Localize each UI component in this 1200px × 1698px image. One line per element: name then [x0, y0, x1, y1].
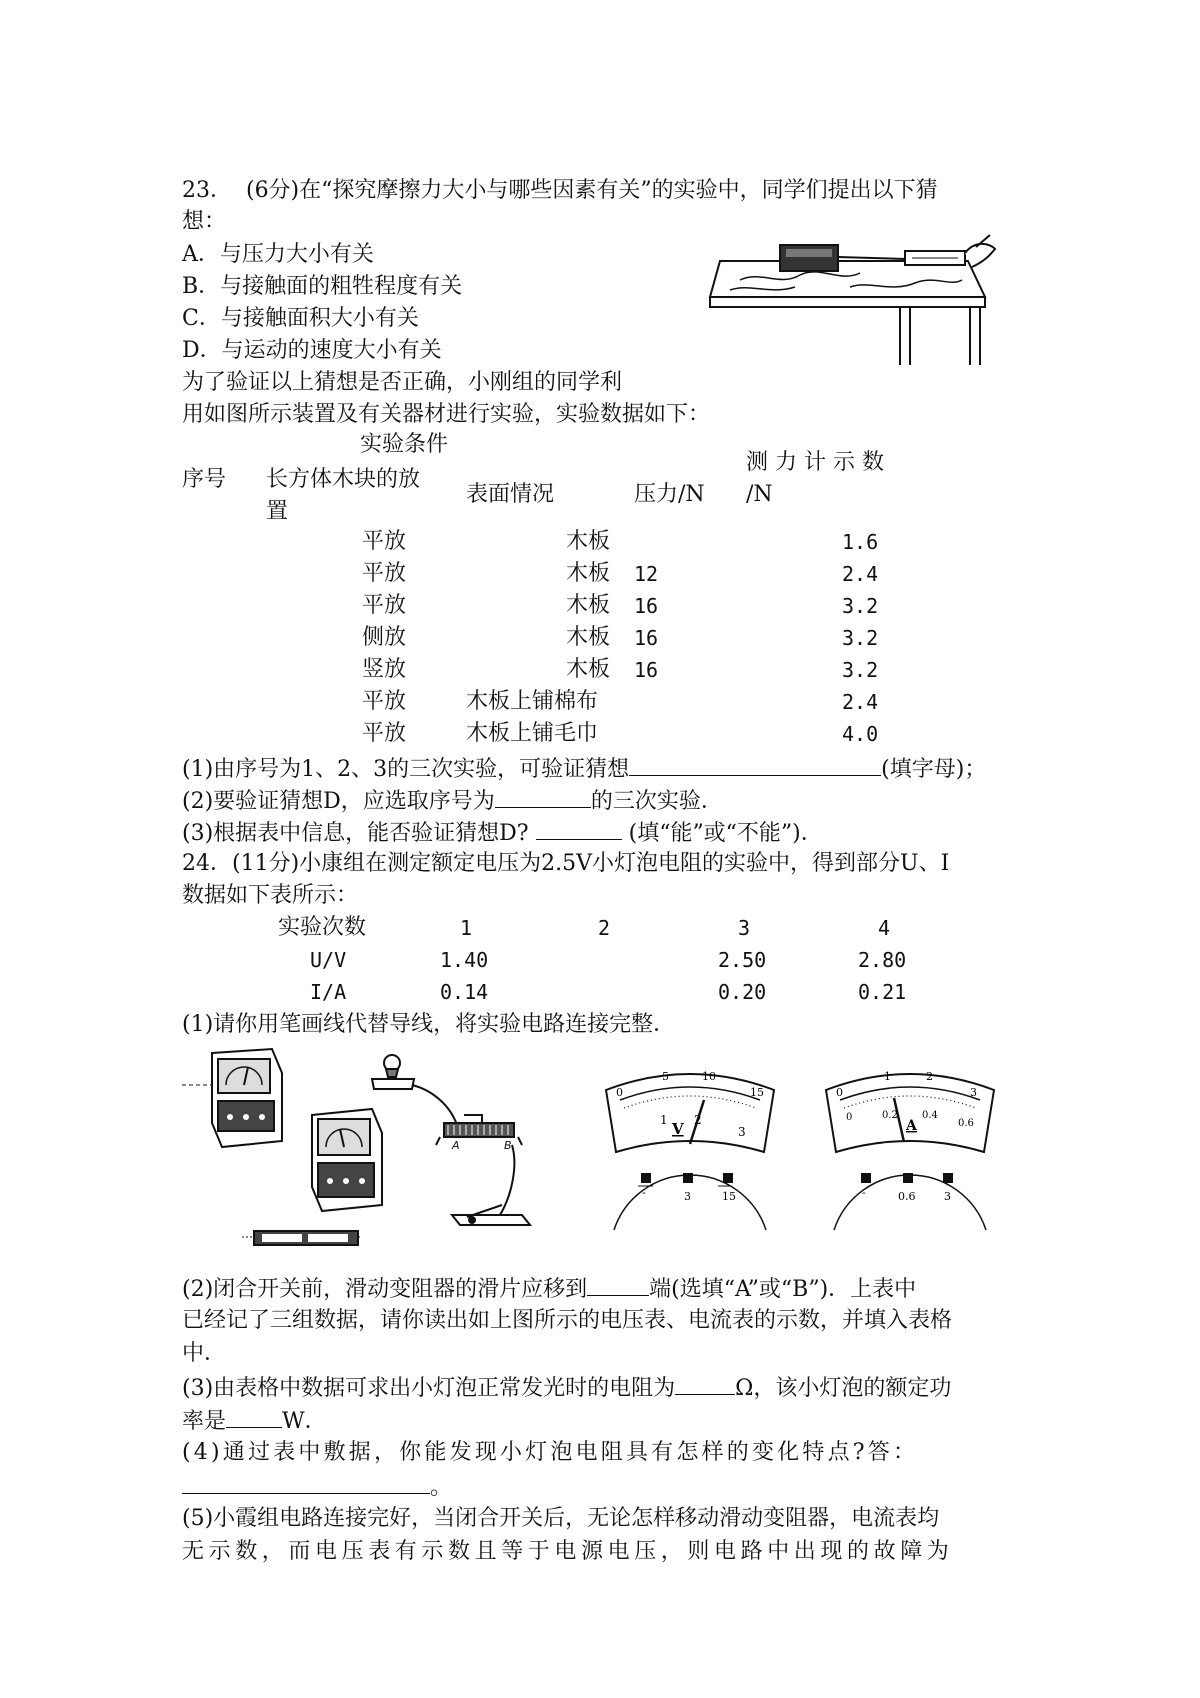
q23-col-reading-1: 测力计示数	[746, 450, 892, 475]
q23-option-c: C．与接触面积大小有关	[182, 306, 419, 331]
q24-trial-4: 4	[878, 916, 891, 940]
q23-col-force: 压力/N	[634, 482, 705, 507]
q24-sub1: (1)请你用笔画线代替导线，将实验电路连接完整．	[182, 1012, 676, 1037]
ammeter-bottom-0.2: 0.2	[882, 1110, 898, 1121]
voltmeter-top-0: 0	[616, 1086, 623, 1099]
q23-sub1-blank[interactable]	[629, 753, 881, 776]
row-force: 16	[634, 626, 659, 650]
row-place: 平放	[362, 721, 407, 746]
rheostat-label-a: A	[452, 1139, 460, 1152]
q24-row-label-voltage: U/V	[310, 948, 347, 972]
row-place: 平放	[362, 529, 407, 554]
voltmeter-top-5: 5	[662, 1070, 669, 1083]
voltmeter-bottom-2: 2	[694, 1113, 702, 1127]
row-place: 平放	[362, 689, 407, 714]
q24-sub3	[182, 1372, 951, 1404]
circuit-components-figure	[182, 1045, 582, 1260]
q24-sub3-text: (3)由表格中数据可求出小灯泡正常发光时的电阻为	[182, 1376, 676, 1401]
row-reading: 2.4	[842, 690, 879, 714]
q23-sub2-suffix: 的三次实验．	[590, 789, 723, 814]
q23-intro-1: 为了验证以上猜想是否正确，小刚组的同学利	[182, 370, 623, 395]
q24-sub2	[182, 1273, 916, 1305]
row-surface: 木板	[566, 593, 611, 618]
voltmeter-dial-figure	[598, 1060, 782, 1240]
q24-sub4-suffix: 。	[430, 1475, 453, 1500]
row-surface: 木板	[566, 657, 611, 682]
q23-header: 23． (6分)在“探究摩擦力大小与哪些因素有关”的实验中，同学们提出以下猜	[182, 178, 938, 203]
q24-sub3-mid: Ω，该小灯泡的额定功	[735, 1376, 952, 1401]
battery-pack-icon	[242, 1231, 362, 1245]
q24-sub5: (5)小霞组电路连接完好，当闭合开关后，无论怎样移动滑动变阻器，电流表均	[182, 1506, 940, 1531]
row-place: 平放	[362, 593, 407, 618]
q23-sub2	[182, 785, 723, 817]
q23-col-place-1: 长方体木块的放	[266, 467, 421, 492]
ammeter-terminal-3: 3	[944, 1190, 951, 1203]
row-surface: 木板	[566, 529, 611, 554]
ammeter-terminal-neg: -	[862, 1186, 866, 1199]
q24-sub2-line3: 中．	[182, 1341, 227, 1366]
q24-trial-3: 3	[738, 916, 751, 940]
row-place: 竖放	[362, 657, 407, 682]
ammeter-terminal-0.6: 0.6	[898, 1190, 916, 1203]
voltmeter-bottom-3: 3	[738, 1125, 746, 1139]
q24-sub2-suffix: 端(选填“A”或“B”)．上表中	[649, 1277, 917, 1302]
ammeter-box-icon	[212, 1049, 282, 1147]
voltmeter-terminal-3: 3	[684, 1190, 691, 1203]
q23-col-place-2: 置	[266, 499, 289, 524]
row-reading: 3.2	[842, 626, 879, 650]
row-surface: 木板	[566, 625, 611, 650]
q24-sub4-line2	[182, 1471, 452, 1503]
q24-sub2-blank[interactable]	[587, 1273, 649, 1296]
q23-col-reading-2: /N	[746, 482, 773, 507]
ammeter-symbol: A	[906, 1118, 917, 1134]
q24-header: 24．(11分)小康组在测定额定电压为2.5V小灯泡电阻的实验中，得到部分U、I	[182, 851, 950, 876]
q23-intro-2: 用如图所示装置及有关器材进行实验，实验数据如下：	[182, 402, 711, 427]
ammeter-top-0: 0	[836, 1086, 843, 1099]
ammeter-bottom-0: 0	[846, 1112, 853, 1123]
row-force: 16	[634, 658, 659, 682]
q24-current-4: 0.21	[858, 980, 907, 1004]
row-surface: 木板上铺棉布	[466, 689, 599, 714]
q24-sub5-line2: 无示数，而电压表有示数且等于电源电压，则电路中出现的故障为	[182, 1539, 954, 1564]
q24-sub2-text: (2)闭合开关前，滑动变阻器的滑片应移到	[182, 1277, 588, 1302]
q23-col-seq: 序号	[182, 467, 227, 492]
ammeter-dial-figure	[818, 1060, 1002, 1240]
q24-trial-1: 1	[460, 916, 473, 940]
q24-sub2-line2: 已经记了三组数据，请你读出如上图所示的电压表、电流表的示数，并填入表格	[182, 1308, 953, 1333]
voltmeter-terminal-neg: -	[642, 1186, 646, 1199]
friction-apparatus-figure	[700, 225, 1000, 370]
voltmeter-terminal-15: 15	[722, 1190, 736, 1203]
ammeter-bottom-0.4: 0.4	[922, 1110, 938, 1121]
q24-voltage-4: 2.80	[858, 948, 907, 972]
q24-sub4: (4)通过表中敷据，你能发现小灯泡电阻具有怎样的变化特点?答：	[182, 1440, 919, 1465]
q24-sub3-blank-power[interactable]	[226, 1405, 282, 1428]
voltmeter-box-icon	[312, 1109, 382, 1211]
q24-row-label-trials: 实验次数	[278, 915, 367, 940]
q23-option-b: B．与接触面的粗牲程度有关	[182, 274, 463, 299]
row-surface: 木板	[566, 561, 611, 586]
q24-header-cont: 数据如下表所示：	[182, 883, 359, 908]
q23-sub3	[182, 817, 823, 849]
q23-sub3-text: (3)根据表中信息，能否验证猜想D?	[182, 821, 529, 846]
q24-sub3-unit: W．	[282, 1409, 327, 1434]
q23-table-group-header: 实验条件	[360, 432, 449, 457]
q24-sub3-line2	[182, 1405, 327, 1437]
switch-icon	[452, 1205, 530, 1225]
q23-sub3-blank[interactable]	[536, 817, 622, 840]
row-place: 侧放	[362, 625, 407, 650]
q24-current-1: 0.14	[440, 980, 489, 1004]
row-reading: 2.4	[842, 562, 879, 586]
q24-current-3: 0.20	[718, 980, 767, 1004]
ammeter-top-3: 3	[970, 1086, 977, 1099]
q23-option-a: A．与压力大小有关	[182, 242, 374, 267]
voltmeter-top-15: 15	[750, 1086, 764, 1099]
q23-sub1-suffix: (填字母)；	[881, 757, 987, 782]
ammeter-top-1: 1	[884, 1070, 891, 1083]
row-force: 12	[634, 562, 659, 586]
row-place: 平放	[362, 561, 407, 586]
q23-sub1	[182, 753, 986, 785]
row-surface: 木板上铺毛巾	[466, 721, 599, 746]
q24-sub4-blank[interactable]	[182, 1471, 430, 1494]
row-reading: 1.6	[842, 530, 879, 554]
q24-trial-2: 2	[598, 916, 611, 940]
q24-sub3-prefix: 率是	[182, 1409, 227, 1434]
q23-sub1-text: (1)由序号为1、2、3的三次实验，可验证猜想	[182, 757, 630, 782]
q23-col-surface: 表面情况	[466, 482, 555, 507]
row-reading: 4.0	[842, 722, 879, 746]
rheostat-label-b: B	[504, 1139, 512, 1152]
voltmeter-symbol: V	[672, 1120, 684, 1138]
q24-voltage-1: 1.40	[440, 948, 489, 972]
row-force: 16	[634, 594, 659, 618]
q23-option-d: D．与运动的速度大小有关	[182, 338, 442, 363]
row-reading: 3.2	[842, 658, 879, 682]
q23-sub3-suffix: (填“能”或“不能”)．	[628, 821, 823, 846]
q24-voltage-3: 2.50	[718, 948, 767, 972]
row-reading: 3.2	[842, 594, 879, 618]
q24-row-label-current: I/A	[310, 980, 347, 1004]
q24-sub3-blank-resistance[interactable]	[675, 1372, 735, 1395]
q23-sub2-text: (2)要验证猜想D，应选取序号为	[182, 789, 495, 814]
q23-header-cont: 想：	[182, 209, 227, 234]
voltmeter-bottom-1: 1	[660, 1113, 668, 1127]
ammeter-bottom-0.6: 0.6	[958, 1118, 974, 1129]
bulb-holder-icon	[372, 1055, 414, 1089]
voltmeter-top-10: 10	[702, 1070, 716, 1083]
ammeter-top-2: 2	[926, 1070, 933, 1083]
q23-sub2-blank[interactable]	[495, 785, 591, 808]
